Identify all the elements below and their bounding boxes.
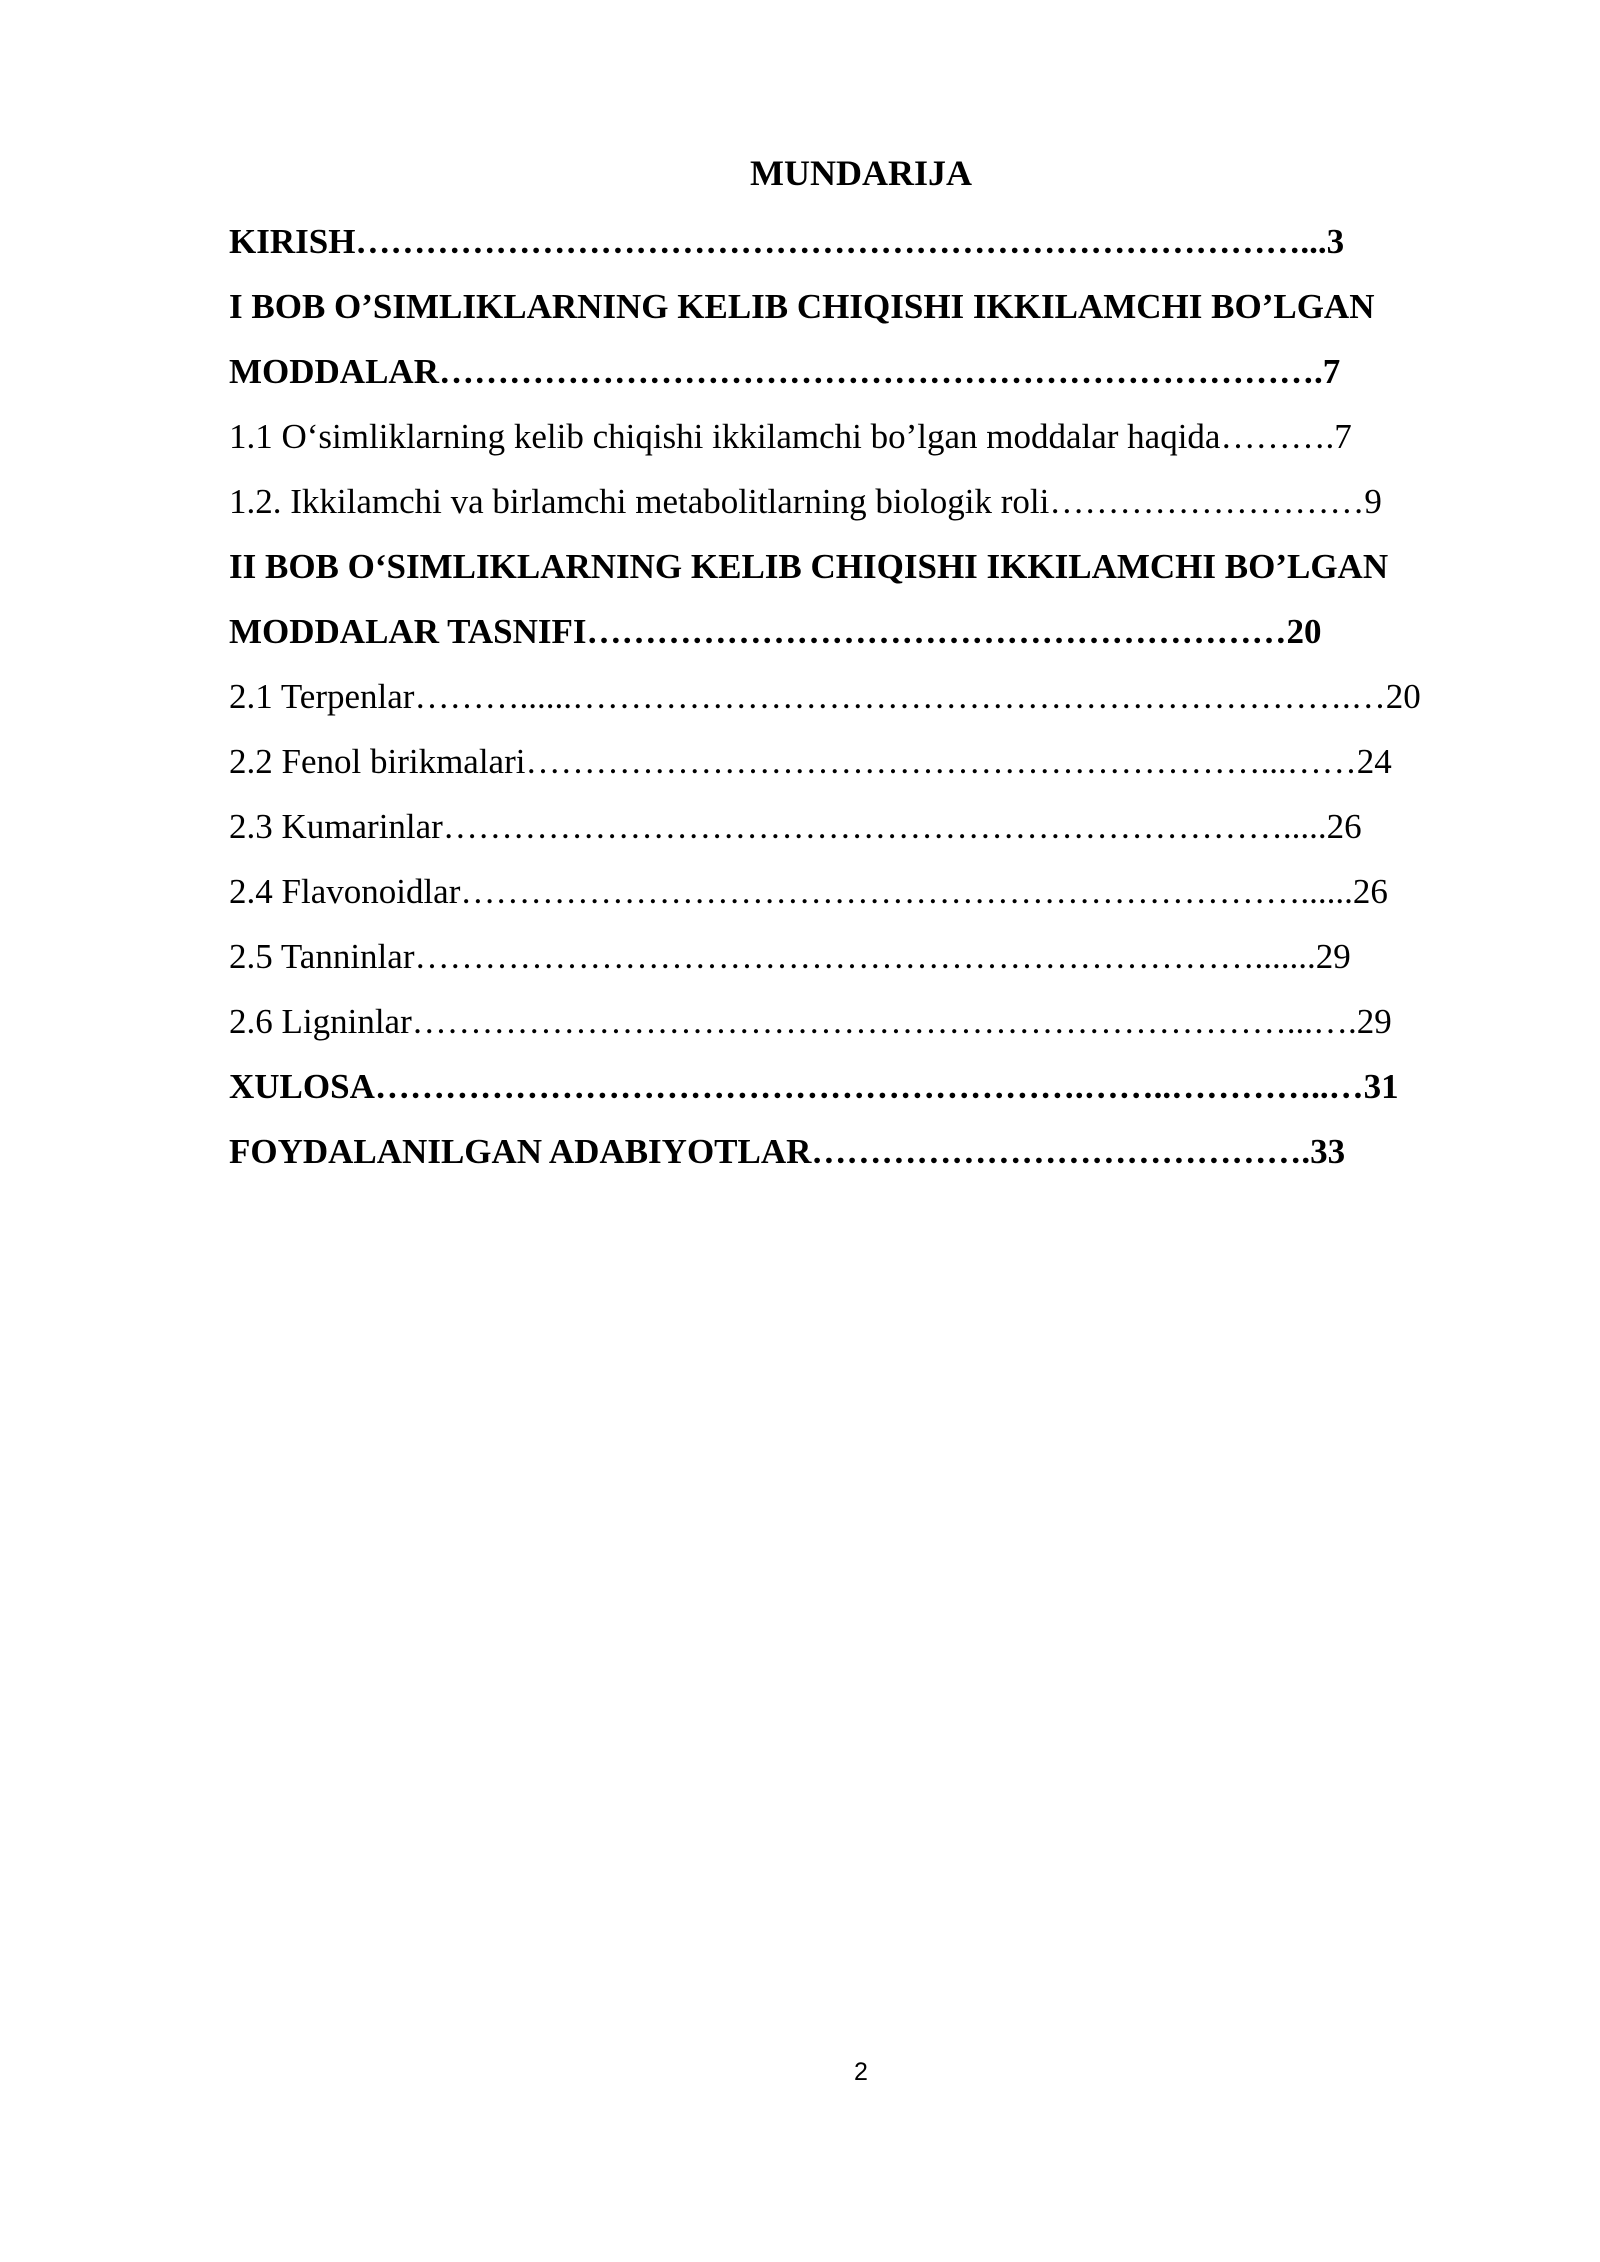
toc-entry-chapter-1-title: I BOB O’SIMLIKLARNING KELIB CHIQISHI IKKILAMCHI BO’LGAN	[229, 287, 1375, 326]
toc-entry-references: FOYDALANILGAN ADABIYOTLAR…………………………………….33	[229, 1132, 1346, 1171]
toc-entry-section-2-2: 2.2 Fenol birikmalari………………………………………………………...……24	[229, 742, 1392, 781]
toc-entry-section-2-6: 2.6 Ligninlar…………………………………………………………………...….29	[229, 1002, 1392, 1041]
toc-entry-chapter-1-title-cont: MODDALAR………………………………………………………………….7	[229, 352, 1341, 391]
toc-entry-section-1-2: 1.2. Ikkilamchi va birlamchi metabolitlarning biologik roli………………………9	[229, 482, 1382, 521]
toc-entry-section-2-1: 2.1 Terpenlar………......………………………………………………………….…20	[229, 677, 1421, 716]
toc-entry-kirish: KIRISH………………………………………………………………………...3	[229, 222, 1345, 261]
page-number: 2	[854, 2058, 868, 2086]
toc-entry-section-2-5: 2.5 Tanninlar……………………………………………………………….......29	[229, 937, 1351, 976]
toc-entry-section-2-3: 2.3 Kumarinlar……………………………………………………………….....26	[229, 807, 1362, 846]
toc-entry-section-1-1: 1.1 O‘simliklarning kelib chiqishi ikkilamchi bo’lgan moddalar haqida……….7	[229, 417, 1352, 456]
toc-heading: MUNDARIJA	[750, 153, 972, 193]
toc-entry-chapter-2-title-cont: MODDALAR TASNIFI……………………………………………………20	[229, 612, 1322, 651]
toc-entry-chapter-2-title: II BOB O‘SIMLIKLARNING KELIB CHIQISHI IKKILAMCHI BO’LGAN	[229, 547, 1389, 586]
toc-entry-section-2-4: 2.4 Flavonoidlar………………………………………………………………......26	[229, 872, 1388, 911]
toc-entry-xulosa: XULOSA…………………………………………………….……..…………..…31	[229, 1067, 1399, 1106]
